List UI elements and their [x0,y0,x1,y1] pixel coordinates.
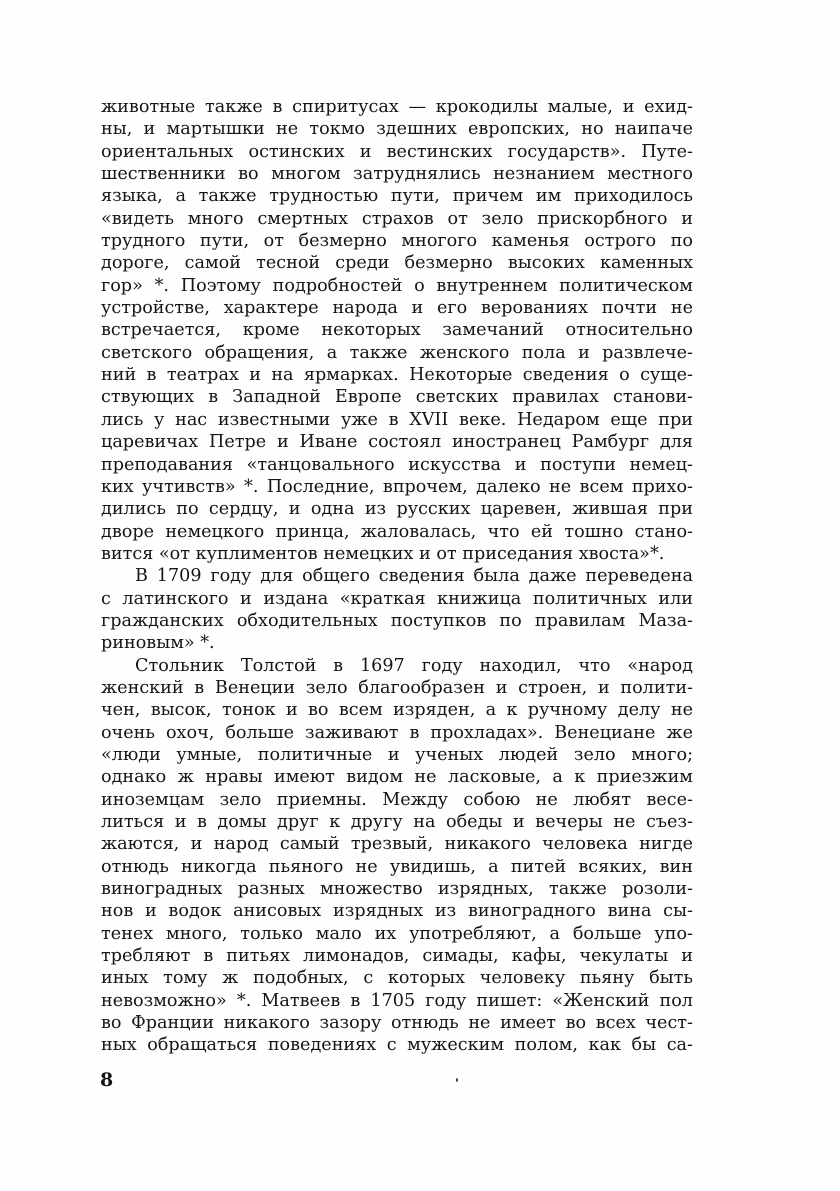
text-line: языка, а также трудностью пути, причем им приходилось [101,186,693,207]
text-line: ны, и мартышки не токмо здешних европских, но наипаче [101,119,693,140]
text-line: вится «от куплиментов немецких и от приседания хвоста»*. [101,543,665,564]
text-line: ных обращаться поведениях с мужеским полом, как бы са- [101,1035,693,1056]
text-line: требляют в питьях лимонадов, симады, кафы, чекулаты и [101,946,693,967]
text-line: иноземцам зело приемны. Между собою не любят весе- [101,789,693,810]
text-line: однако ж нравы имеют видом не ласковые, а к приезжим [101,767,693,788]
text-line: царевичах Петре и Иване состоял иностранец Рамбург для [101,432,693,453]
text-line: дворе немецкого принца, жаловалась, что ей тошно стано- [101,521,693,542]
print-speck [456,1078,458,1082]
text-line: невозможно» *. Матвеев в 1705 году пишет: «Женский пол [101,990,693,1011]
text-line: дились по сердцу, и одна из русских царевен, жившая при [101,499,693,520]
text-line: устройстве, характере народа и его верованиях почти не [101,298,693,319]
text-line: ориентальных остинских и вестинских государств». Путе- [101,141,693,162]
text-line: шественники во многом затруднялись незнанием местного [101,164,693,185]
text-line: женский в Венеции зело благообразен и строен, и полити- [101,677,693,698]
page-number: 8 [100,1069,114,1091]
text-line: ний в театрах и на ярмарках. Некоторые сведения о суще- [101,365,693,386]
text-line: преподавания «танцовального искусства и поступи немец- [101,454,693,475]
text-line: ких учтивств» *. Последние, впрочем, далеко не всем прихо- [101,476,693,497]
text-line: «люди умные, политичные и ученых людей зело много; [101,744,693,765]
text-line: виноградных разных множество изрядных, также розоли- [101,879,693,900]
text-line: риновым» *. [101,633,215,654]
text-line: очень охоч, больше заживают в прохладах». Венециане же [101,722,693,743]
text-line: гражданских обходительных поступков по правилам Маза- [101,610,693,631]
text-line: с латинского и издана «краткая книжица политичных или [101,588,693,609]
text-line: лись у нас известными уже в XVII веке. Недаром еще при [101,409,693,430]
text-line: трудного пути, от безмерно многого каменья острого по [101,231,693,252]
text-line: нов и водок анисовых изрядных из виноградного вина сы- [101,901,693,922]
text-line: литься и в домы друг к другу на обеды и вечеры не съез- [101,812,693,832]
text-line: чен, высок, тонок и во всем изряден, а к ручному делу не [101,700,693,721]
text-line: В 1709 году для общего сведения была даже переведена [135,566,693,587]
text-line: тенех много, только мало их употребляют, а больше упо- [101,923,693,944]
text-line: отнюдь никогда пьяного не увидишь, а питей всяких, вин [101,856,693,877]
text-line: жаются, и народ самый трезвый, никакого человека нигде [101,834,693,855]
text-line: дороге, самой тесной среди безмерно высоких каменных [101,253,693,274]
text-line: ствующих в Западной Европе светских правилах станови- [101,387,693,408]
text-line: Стольник Толстой в 1697 году находил, что «народ [135,655,693,676]
text-line: гор» *. Поэтому подробностей о внутреннем политическом [101,275,693,296]
text-line: «видеть много смертных страхов от зело прискорбного и [101,208,693,229]
text-line: животные также в спиритусах — крокодилы малые, и ехид- [101,97,693,117]
body-text [101,96,693,1057]
text-line: иных тому ж подобных, с которых человеку пьяну быть [101,968,693,989]
text-line: светского обращения, а также женского пола и развлече- [101,342,693,363]
text-line: во Франции никакого зазору отнюдь не имеет во всех чест- [101,1013,693,1034]
text-line: встречается, кроме некоторых замечаний относительно [101,320,693,341]
